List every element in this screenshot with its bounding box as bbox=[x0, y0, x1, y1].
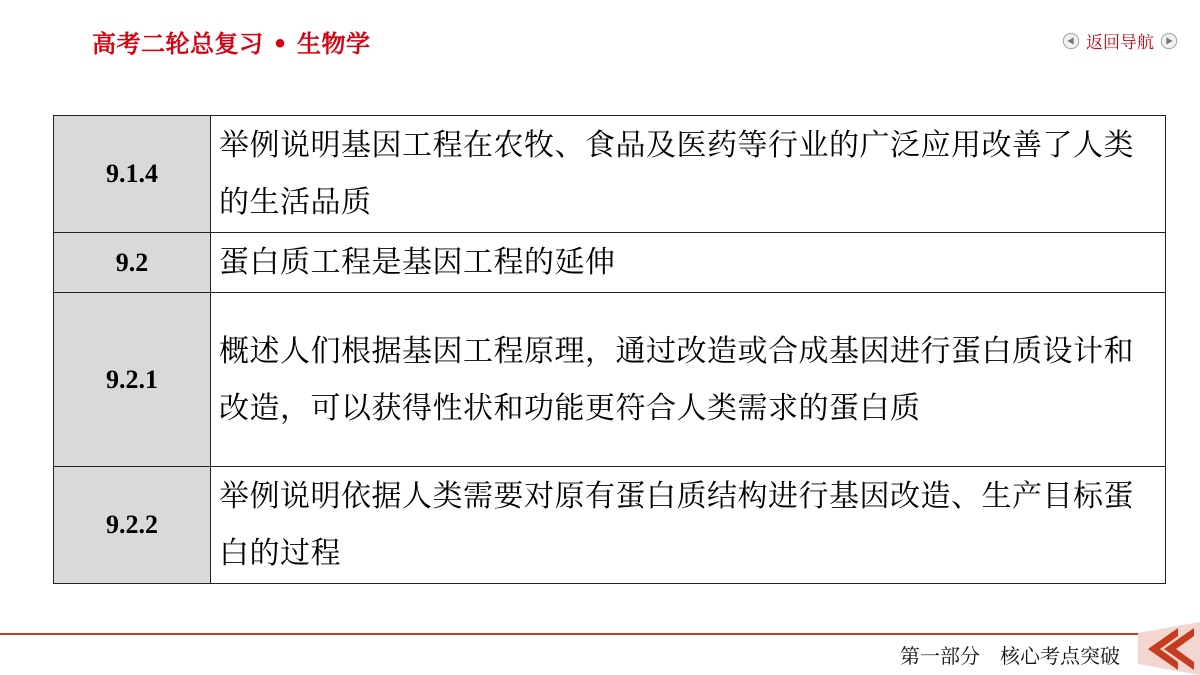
table-row bbox=[54, 293, 1166, 467]
row-description: 蛋白质工程是基因工程的延伸 bbox=[211, 233, 1166, 293]
table-row bbox=[54, 116, 1166, 233]
row-code: 9.2 bbox=[54, 233, 211, 293]
row-description: 举例说明基因工程在农牧、食品及医药等行业的广泛应用改善了人类的生活品质 bbox=[211, 116, 1166, 233]
footer-section-label: 第一部分 核心考点突破 bbox=[900, 644, 1120, 668]
header-title: 高考二轮总复习 • 生物学 bbox=[92, 30, 371, 58]
left-arrow-circle-icon[interactable] bbox=[1062, 32, 1080, 50]
standards-table bbox=[53, 115, 1166, 584]
double-chevron-left-icon[interactable] bbox=[1138, 622, 1200, 675]
row-description: 举例说明依据人类需要对原有蛋白质结构进行基因改造、生产目标蛋白的过程 bbox=[211, 467, 1166, 584]
nav-label[interactable]: 返回导航 bbox=[1086, 33, 1154, 53]
back-to-navigation[interactable] bbox=[1062, 28, 1178, 53]
row-code: 9.2.2 bbox=[54, 467, 211, 584]
footer-divider bbox=[0, 633, 1140, 635]
table-row bbox=[54, 467, 1166, 584]
table-row bbox=[54, 233, 1166, 293]
row-code: 9.1.4 bbox=[54, 116, 211, 233]
row-code: 9.2.1 bbox=[54, 293, 211, 467]
right-arrow-circle-icon[interactable] bbox=[1160, 32, 1178, 50]
row-description: 概述人们根据基因工程原理，通过改造或合成基因进行蛋白质设计和改造，可以获得性状和功能更符合人类需求的蛋白质 bbox=[211, 293, 1166, 467]
